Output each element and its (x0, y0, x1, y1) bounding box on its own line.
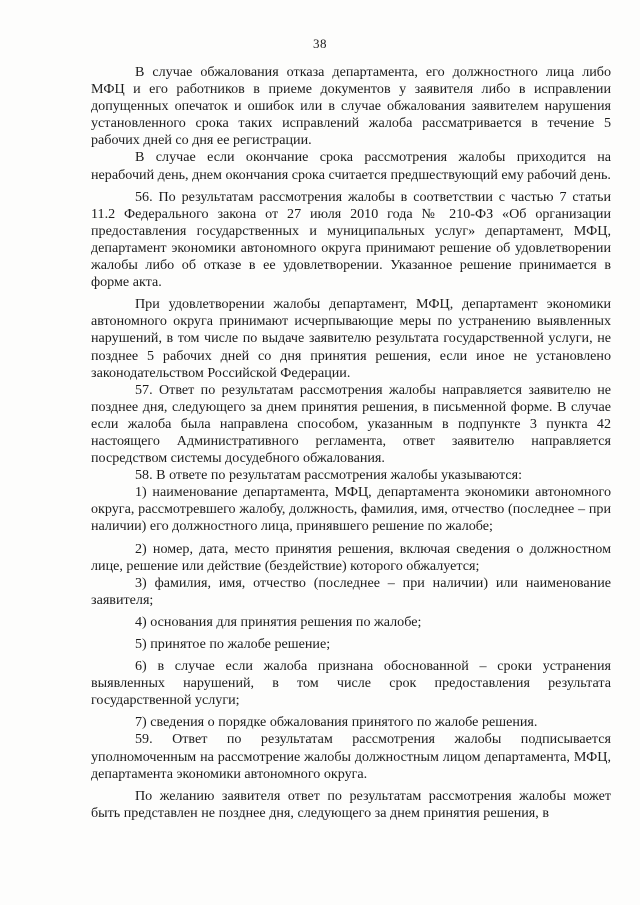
list-item-7: 7) сведения о порядке обжалования принятого по жалобе решения. (135, 714, 538, 731)
paragraph-non-working-day: В случае если окончание срока рассмотрения жалобы приходится на нерабочий день, днем окончания срока считается предшествующий ему рабочий день. (91, 149, 611, 183)
paragraph-satisfaction-measures: При удовлетворении жалобы департамент, МФЦ, департамент экономики автономного округа принимают исчерпывающие меры по устранению выявленных нарушений, в том числе по выдаче заявителю результата государственной услуги, не позднее 5 рабочих дней со дня принятия решения, если иное не установлено законодательством Российской Федерации. (91, 296, 611, 381)
list-item-6: 6) в случае если жалоба признана обоснованной – сроки устранения выявленных нарушений, в том числе срок предоставления результата государственной услуги; (91, 658, 611, 709)
list-item-1: 1) наименование департамента, МФЦ, департамента экономики автономного округа, рассмотревшего жалобу, должность, фамилия, имя, отчество (последнее – при наличии) его должностного лица, принявшего решение по жалобе; (91, 484, 611, 535)
paragraph-56-decision: 56. По результатам рассмотрения жалобы в соответствии с частью 7 статьи 11.2 Федерального закона от 27 июля 2010 года № 210-ФЗ «Об организации предоставления государственных и муниципальных услуг» департамент, МФЦ, департамент экономики автономного округа принимают решение об удовлетворении жалобы либо об отказе в ее удовлетворении. Указанное решение принимается в форме акта. (91, 188, 611, 291)
paragraph-59-signature: 59. Ответ по результатам рассмотрения жалобы подписывается уполномоченным на рассмотрение жалобы должностным лицом департамента, МФЦ, департамента экономики автономного округа. (91, 731, 611, 782)
page-number: 38 (313, 36, 327, 51)
list-item-4: 4) основания для принятия решения по жалобе; (135, 613, 422, 630)
paragraph-appeal-refusal-term: В случае обжалования отказа департамента, его должностного лица либо МФЦ и его работников в приеме документов у заявителя либо в исправлении допущенных опечаток и ошибок или в случае обжалования заявителем нарушения установленного срока таких исправлений жалоба рассматривается в течение 5 рабочих дней со дня ее регистрации. (91, 64, 611, 149)
list-item-5: 5) принятое по жалобе решение; (135, 636, 331, 652)
paragraph-57-response: 57. Ответ по результатам рассмотрения жалобы направляется заявителю не позднее дня, следующего за днем принятия решения, в письменной форме. В случае если жалоба была направлена способом, указанным в подпункте 3 пункта 42 настоящего Административного регламента, ответ заявителю направляется посредством системы досудебного обжалования. (91, 381, 611, 467)
paragraph-response-form: По желанию заявителя ответ по результатам рассмотрения жалобы может быть представлен не позднее дня, следующего за днем принятия решения, в (91, 787, 611, 821)
list-item-3: 3) фамилия, имя, отчество (последнее – при наличии) или наименование заявителя; (91, 574, 611, 608)
document-body (91, 64, 611, 822)
paragraph-58-response-contents: 58. В ответе по результатам рассмотрения жалобы указываются: (135, 467, 523, 484)
list-item-2: 2) номер, дата, место принятия решения, включая сведения о должностном лице, решение или действие (бездействие) которого обжалуется; (91, 540, 611, 574)
